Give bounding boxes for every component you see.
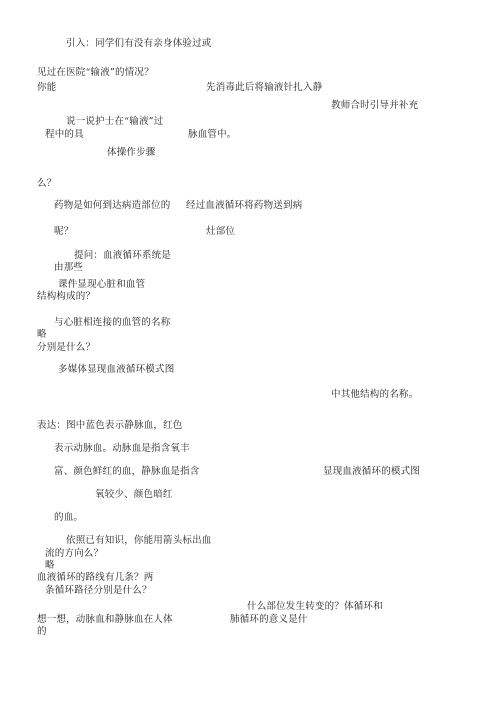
courseware-line: 显现血液循环的模式图 (323, 466, 421, 477)
question-line: 血液循环的路线有几条？两 (37, 572, 154, 583)
intro-question-line: 引入：同学们有没有亲身体验过或 (66, 38, 212, 49)
text-line: 见过在医院“输液”的情况？ (37, 67, 154, 78)
answer-line: 经过血液循环将药物送到病 (186, 200, 303, 211)
explanation-line: 表示动脉血。动脉血是指含氧丰 (54, 443, 190, 454)
question-line: 结构构成的？ (37, 291, 96, 302)
text-line: 说一说护士在“输液”过 (66, 116, 164, 127)
question-line: 依照已有知识，你能用箭头标出血 (66, 535, 212, 546)
question-line: 流的方向么？ (45, 548, 104, 559)
answer-placeholder: 略 (45, 560, 55, 571)
question-line: 条循环路径分别是什么？ (45, 585, 152, 596)
courseware-line: 课件显现心脏和血管 (58, 279, 146, 290)
teacher-activity-line: 脉血管中。 (188, 129, 237, 140)
text-line: 中其他结构的名称。 (331, 389, 419, 400)
question-line: 的 (37, 626, 47, 637)
teacher-activity-line: 先消毒此后将输液针扎入静 (206, 82, 323, 93)
question-line: 分别是什么？ (37, 342, 96, 353)
text-line: 你能 (37, 82, 57, 93)
explanation-line: 表达：图中蓝色表示静脉血，红色 (37, 420, 183, 431)
question-line: 肺循环的意义是什 (230, 614, 308, 625)
question-line: 什么部位发生转变的？体循环和 (247, 601, 383, 612)
answer-line: 灶部位 (206, 226, 236, 237)
explanation-line: 富、颜色鲜红的血，静脉血是指含 (54, 466, 200, 477)
teacher-note: 教师合时引导并补充 (331, 100, 419, 111)
multimedia-line: 多媒体显现血液循环模式图 (58, 364, 175, 375)
text-line: 体操作步骤 (107, 147, 156, 158)
text-line: 么？ (37, 178, 57, 189)
answer-placeholder: 略 (37, 329, 47, 340)
question-line: 药物是如何到达病造部位的 (54, 200, 171, 211)
question-line: 想一想，动脉血和静脉血在人体 (37, 614, 173, 625)
explanation-line: 氧较少、颜色暗红 (95, 489, 173, 500)
text-line: 程中的具 (45, 129, 84, 140)
question-line: 与心脏相连接的血管的名称 (54, 317, 171, 328)
question-line: 由那些 (54, 262, 84, 273)
explanation-line: 的血。 (54, 512, 84, 523)
question-line: 呢？ (54, 226, 74, 237)
question-line: 提问：血液循环系统是 (74, 250, 172, 261)
